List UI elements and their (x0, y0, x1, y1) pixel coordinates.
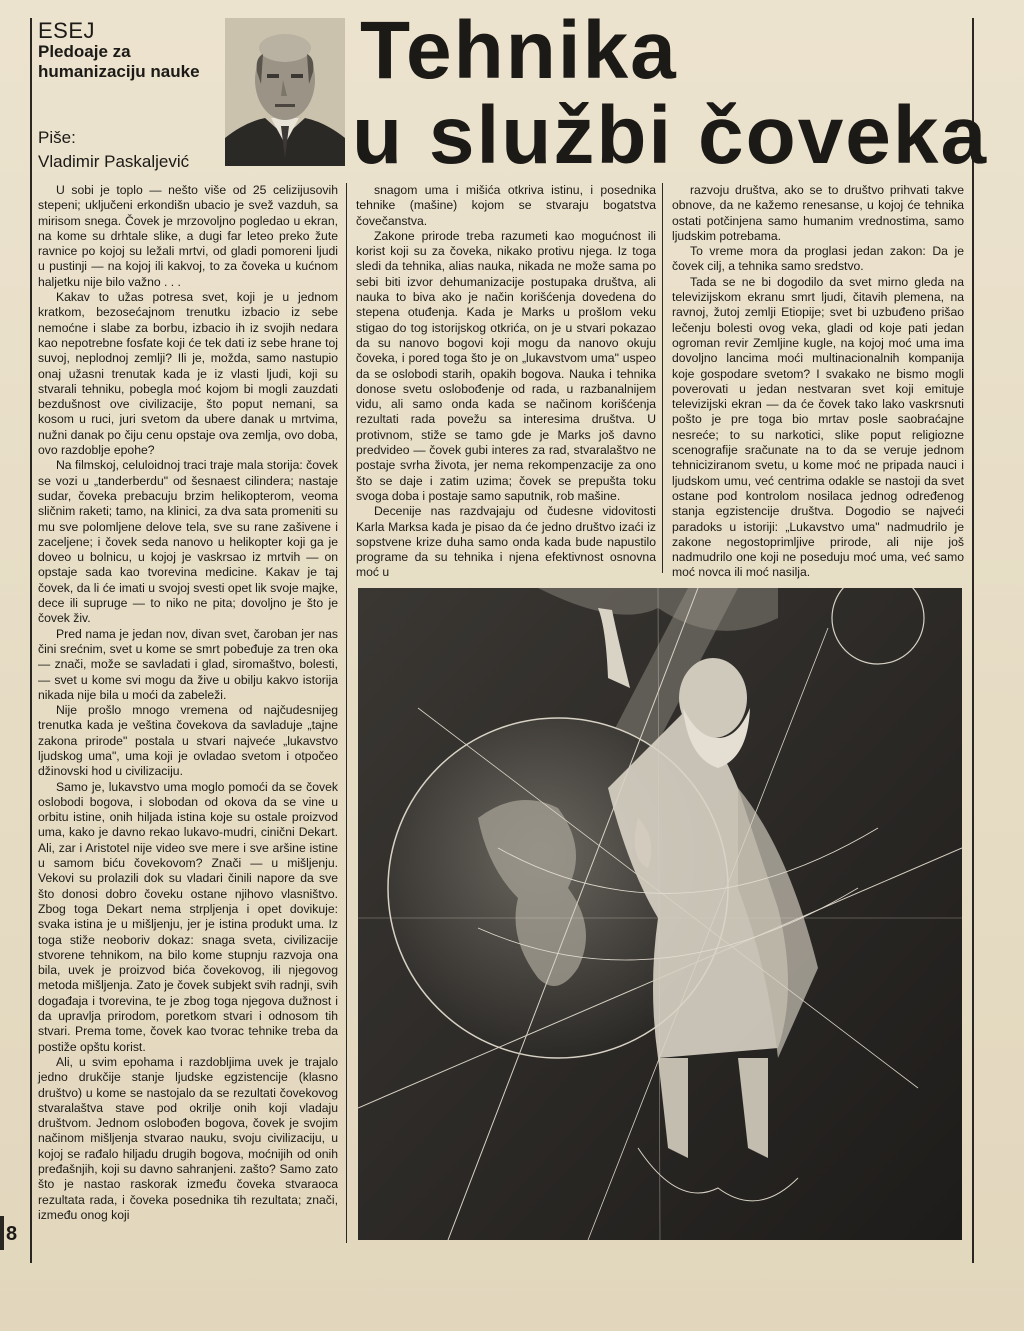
illustration-icon (358, 588, 962, 1240)
paragraph: razvoju društva, ako se to društvo prihvati takve obnove, da ne kažemo renesanse, u kojoj će tehnika ostati potčinjena samo humanim vrednostima, samo ljudskim potrebama. (672, 183, 964, 243)
paragraph: U sobi je toplo — nešto više od 25 celizijusovih stepeni; uključeni erkondišn ubacio je svež vazduh, sa mirisom snega. Čovek je mrzovoljno pogledao u ekran, na kome su drhtale slike, a dugi far leteo preko žute ravnice po kojoj su ležali mrtvi, od gladi pomoreni ljudi u pustinji — na kojoj ili kakvoj, to za čoveka u kućnom haljetku nije bilo važno . . . (38, 183, 338, 289)
section-kicker: ESEJ (38, 18, 96, 43)
text-column-3 (672, 183, 964, 581)
page-tab-marker (0, 1216, 4, 1250)
author-name: Vladimir Paskaljević (38, 152, 190, 171)
paragraph: Na filmskoj, celuloidnoj traci traje mala storija: čovek se vozi u „tanderberdu" od šesnaest cilindera; nastaje sudar, čoveka prebacuju brzim helikopterom, veoma sličnim raketi; tamo, na klinici, za dva sata promeniti su mu sve polomljene delove tela, sve su rane zašivene i zaceljene; i čovek seda nanovo u helikopter koji ga je dovео u bolnicu, u kojoj je vaskrsao iz mrtvih — on opstaje sada kao tvorevina medicine. Kakav je taj čovek, da li će imati u svojoj svesti opet lik svoje majke, dece ili supruge — to niko ne pita; dovoljno je što je čovek živ. (38, 458, 338, 626)
article-title-line1: Tehnika (360, 5, 678, 96)
paragraph: Pred nama je jedan nov, divan svet, čaroban jer nas čini srećnim, svet u kome se smrt pobeđuje za tren oka — znači, može se savladati i glad, siromaštvo, bolesti, — svet u kome svi mogu da žive u obilju kakvo istorija nikada nije bila u moći da zabeleži. (38, 626, 338, 702)
article-subtitle: Pledoaje za humanizaciju nauke (38, 42, 200, 81)
paragraph: Kakav to užas potresa svet, koji je u jednom kratkom, bezosećajnom trenutku izbacio iz sebe nemoćne i slabe za borbu, izbacio ih iz svojih nedara kao nepotrebne fosfate koji će tek dati iz sebe hrane toj suvoj, neplodnoj zemlji? Ili je, možda, samo nastupio onaj užasni trenutak kada je iz vlasti ljudi, koji su stvarali tehniku, pobegla moć kojom bi mogli zauzdati bezdušnost ove civilizacije, što poput nemani, sa kosom u ruci, juri svetom da ubere danak u mrtvima, nužni danak po čiju cenu opstaje ova zemlja, ovo doba, ovo razdoblje epohe? (38, 290, 338, 458)
paragraph: Nije prošlo mnogo vremena od najčudesnijeg trenutka kada je veština čovekova da savladuje „tajne zakona prirode" postala u stvari najveće „lukavstvo ljudskog uma", uma koji je ovladao svetom i otpočeo džinovski hod u civilizaciju. (38, 703, 338, 779)
paragraph: To vreme mora da proglasi jedan zakon: Da je čovek cilj, a tehnika samo sredstvo. (672, 244, 964, 274)
paragraph: Zakone prirode treba razumeti kao mogućnost ili korist koji su za čoveka, nikako protivu njega. Iz toga sledi da tehnika, alias nauka, nikada ne može sama po sebi biti izvor dehumanizacije postupaka društva, ali nauka to biva ako je način korišćenja dovedena do stepena otuđenja. Kada je Marks u prošlom veku stigao do tog istorijskog otkrića, on je u stvari pokazao da su nanovo bogovi koji mogu da nanovo okuju čoveka, i pored toga što je on „lukavstvom uma" uspeo da se oslobodi starih, opakih bogova. Nauka i tehnika donose svetu oslobođenje od rada, u razbanalnijem vidu, ali samo onda kada se načinom korišćenja rezultati rada povežu sa interesima društva. U protivnom, stiže se tamo gde je Marks još davno predvideo — čovek gubi interes za rad, stvaralaštvo ne postaje svrha života, jer nema rekompenzacije za ono što se daje i zatim uzima; čovek se prepušta toku svoga doba i postaje samo saputnik, rob mašine. (356, 228, 656, 503)
author-portrait (225, 18, 345, 166)
paragraph: Tada se ne bi dogodilo da svet mirno gleda na televizijskom ekranu smrt ljudi, čitavih plemena, na ravnoj, žutoj zemlji Etiopije; svet bi uzbuđeno prišao lečenju bolesti ovog veka, gladi od koje pati jedan ogroman revir Zemljine kugle, na kojoj moć uma ima dovoljno lancima moći multinacionalnih kompanija koje gospodare svetom? I svakako ne bismo mogli poverovati u jedan nestvaran svet koji emituje televizijski ekran — da će čovek tako lako vaskrsnuti pošto je pre toga bio mrtav posle saobraćajne nesreće; to su narkotici, slike poput religiozne scenografije sračunate na to da se veruje jednom tehniciziranom svetu, u kome moć ne pripada nauci i ljudskom umu, već centrima odakle se nastoji da svet ostane pod kontrolom nosilaca jednog određenog stanja egzistencije društva. Dogodio se najveći paradoks u istoriji: „Lukavstvo uma" nadmudrilo je zakone negostoprimljive prirode, ali nije još nadmudrilo one koji ne poseduju moć uma, već samo moć novca ili moć nasilja. (672, 274, 964, 580)
paragraph: snagom uma i mišića otkriva istinu, i posednika tehnike (mašine) kojom se stvaraju bogatstva čovečanstva. (356, 183, 656, 228)
article-illustration (358, 588, 962, 1240)
column-divider (346, 183, 347, 1243)
byline-label: Piše: (38, 128, 76, 147)
column-divider (662, 183, 663, 573)
text-column-2 (356, 183, 656, 581)
paragraph: Samo je, lukavstvo uma moglo pomoći da se čovek oslobodi bogova, i slobodan od okova da se vine u orbitu istine, onih hiljada istina koje su ostale proizvod uma, kako je davno rekao lukavo-mudri, cinični Dekart. Ali, zar i Aristotel nije video sve mere i sve aršine istine u samom biću čovekovom? Znači — u mišljenju. Vekovi su prolazili dok su vladari činili napore da sve što donosi dobro čoveku ostane njihovo vlasništvo. Zbog toga Dekart nema strpljenja i opet dovikuje: svaka istina je u mišljenju, jer je istina produkt uma. Iz toga stiže neoboriv dokaz: snaga sveta, civilizacije stvorene tehnikom, na bilo kome stupnju razvoja ona bila, uvek je proizvod bića čovekovog, ili njegovog metoda mišljenja. Zato je čovek subjekt svih radnji, svih događaja i tvorevina, te je zbog toga njegova dužnost i da upravlja prirodom, poretkom stvari i odnosom tih stvari. Prema tome, čovek kao tvorac tehnike treba da postiže opštu korist. (38, 779, 338, 1054)
text-column-1 (38, 183, 338, 1223)
paragraph: Ali, u svim epohama i razdobljima uvek je trajalo jedno drukčije stanje ljudske egzistencije (klasno društvo) u kome se nastojalo da se rezultati čovekovog stvaralaštva stave pod okrilje onih koji vladaju društvom. Jednom oslobođen bogova, čovek je svojim načinom mišljenja stvarao nauku, svoju civilizaciju, u kojoj se rađalo hiljadu drugih bogova, moćnijih od onih pređašnjih, koji su davno sahranjeni. zašto? Samo zato što je nastao raskorak između čoveka stvaraoca rezultata rada, i čoveka posednika tih rezultata; znači, između onog koji (38, 1054, 338, 1222)
article-title-line2: u službi čoveka (352, 90, 989, 181)
page-number: 8 (6, 1223, 18, 1245)
left-margin-rule (30, 18, 32, 1263)
paragraph: Decenije nas razdvajaju od čudesne vidovitosti Karla Marksa kada je pisao da će jedno društvo izaći iz sopstvene krize duha samo onda kada bude napustilo programe da su tehnika i njena efektivnost osnovna moć u (356, 504, 656, 580)
right-margin-rule (972, 18, 974, 1263)
portrait-icon (225, 18, 345, 166)
